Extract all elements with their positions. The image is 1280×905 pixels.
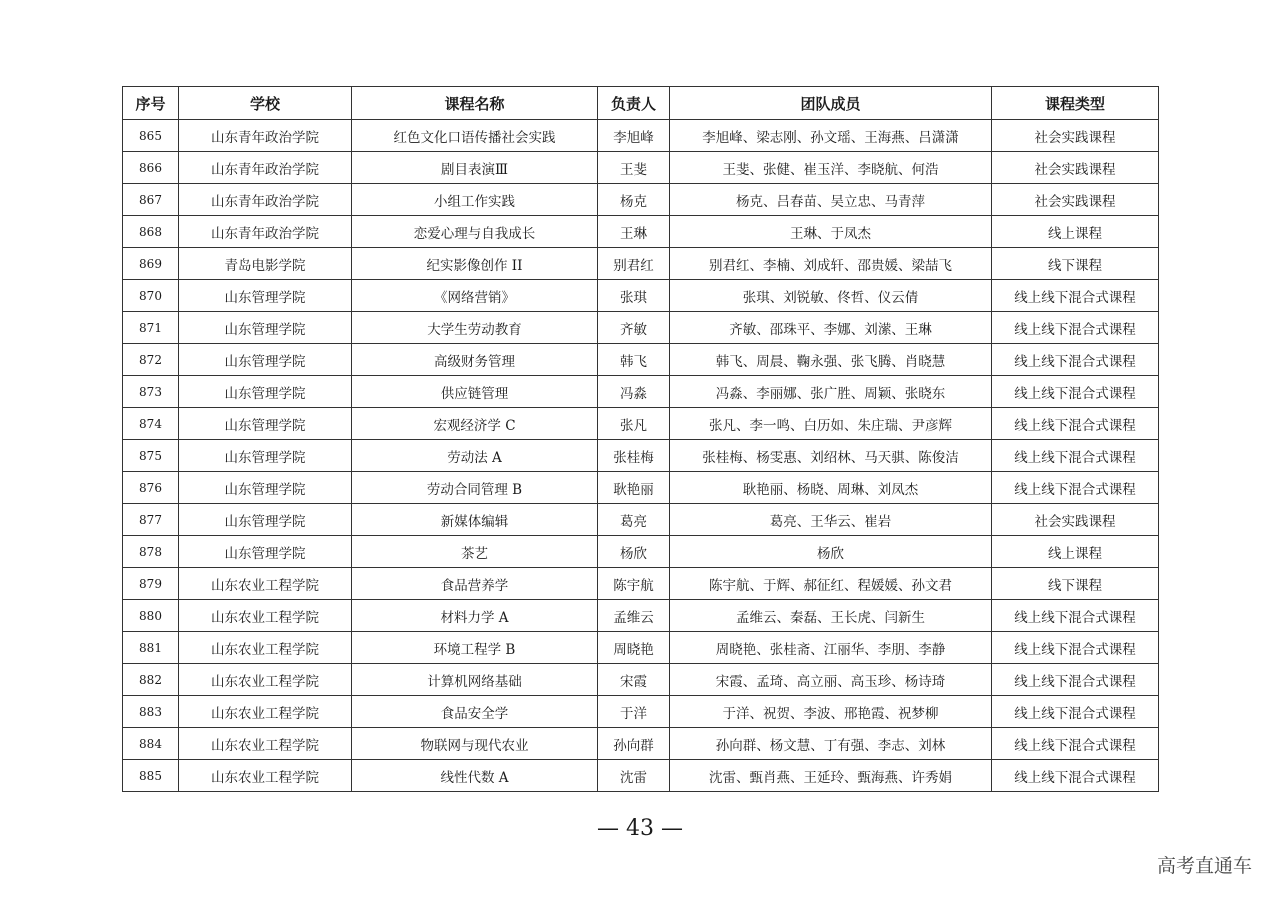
table-row xyxy=(123,120,1159,152)
cell-school: 青岛电影学院 xyxy=(179,248,352,280)
cell-serial-number: 867 xyxy=(123,184,179,216)
cell-course-name: 计算机网络基础 xyxy=(352,664,598,696)
cell-course-name: 物联网与现代农业 xyxy=(352,728,598,760)
cell-lead-person: 杨欣 xyxy=(598,536,670,568)
cell-course-name: 新媒体编辑 xyxy=(352,504,598,536)
cell-lead-person: 王斐 xyxy=(598,152,670,184)
table-row xyxy=(123,408,1159,440)
cell-school: 山东农业工程学院 xyxy=(179,632,352,664)
cell-team-members: 冯淼、李丽娜、张广胜、周颖、张晓东 xyxy=(670,376,992,408)
cell-team-members: 韩飞、周晨、鞠永强、张飞腾、肖晓慧 xyxy=(670,344,992,376)
cell-serial-number: 870 xyxy=(123,280,179,312)
cell-school: 山东管理学院 xyxy=(179,344,352,376)
cell-school: 山东管理学院 xyxy=(179,376,352,408)
cell-course-name: 《网络营销》 xyxy=(352,280,598,312)
cell-course-type: 线上线下混合式课程 xyxy=(992,440,1159,472)
table-row xyxy=(123,504,1159,536)
cell-school: 山东农业工程学院 xyxy=(179,760,352,792)
cell-course-type: 线上线下混合式课程 xyxy=(992,280,1159,312)
cell-team-members: 于洋、祝贺、李波、邢艳霞、祝梦柳 xyxy=(670,696,992,728)
cell-lead-person: 齐敏 xyxy=(598,312,670,344)
cell-course-name: 恋爱心理与自我成长 xyxy=(352,216,598,248)
cell-team-members: 沈雷、甄肖燕、王延玲、甄海燕、许秀娟 xyxy=(670,760,992,792)
cell-course-type: 线上线下混合式课程 xyxy=(992,600,1159,632)
cell-team-members: 周晓艳、张桂斋、江丽华、李朋、李静 xyxy=(670,632,992,664)
cell-course-name: 食品营养学 xyxy=(352,568,598,600)
cell-course-name: 宏观经济学 C xyxy=(352,408,598,440)
table-header xyxy=(123,87,1159,120)
header-row xyxy=(123,87,1159,120)
cell-course-name: 供应链管理 xyxy=(352,376,598,408)
cell-serial-number: 865 xyxy=(123,120,179,152)
cell-school: 山东管理学院 xyxy=(179,408,352,440)
cell-school: 山东农业工程学院 xyxy=(179,600,352,632)
cell-serial-number: 876 xyxy=(123,472,179,504)
cell-lead-person: 韩飞 xyxy=(598,344,670,376)
cell-course-name: 劳动法 A xyxy=(352,440,598,472)
cell-lead-person: 王琳 xyxy=(598,216,670,248)
cell-course-type: 线下课程 xyxy=(992,568,1159,600)
course-list-table xyxy=(122,86,1159,792)
cell-school: 山东管理学院 xyxy=(179,280,352,312)
table-row xyxy=(123,632,1159,664)
cell-school: 山东青年政治学院 xyxy=(179,184,352,216)
cell-serial-number: 884 xyxy=(123,728,179,760)
cell-course-type: 线上课程 xyxy=(992,216,1159,248)
header-team-members: 团队成员 xyxy=(670,87,992,120)
table-row xyxy=(123,696,1159,728)
course-list-table-wrapper xyxy=(122,86,1158,792)
header-lead-person: 负责人 xyxy=(598,87,670,120)
header-school: 学校 xyxy=(179,87,352,120)
cell-course-type: 线上线下混合式课程 xyxy=(992,664,1159,696)
table-row xyxy=(123,312,1159,344)
watermark-text: 高考直通车 xyxy=(1156,855,1252,877)
cell-course-type: 线上线下混合式课程 xyxy=(992,760,1159,792)
cell-school: 山东管理学院 xyxy=(179,312,352,344)
cell-lead-person: 耿艳丽 xyxy=(598,472,670,504)
cell-course-type: 线上线下混合式课程 xyxy=(992,696,1159,728)
cell-course-type: 线上课程 xyxy=(992,536,1159,568)
cell-team-members: 张凡、李一鸣、白历如、朱庄瑞、尹彦辉 xyxy=(670,408,992,440)
cell-school: 山东农业工程学院 xyxy=(179,664,352,696)
table-row xyxy=(123,280,1159,312)
cell-course-type: 社会实践课程 xyxy=(992,120,1159,152)
cell-school: 山东管理学院 xyxy=(179,440,352,472)
cell-team-members: 杨克、吕春苗、吴立忠、马青萍 xyxy=(670,184,992,216)
cell-team-members: 陈宇航、于辉、郝征红、程媛媛、孙文君 xyxy=(670,568,992,600)
cell-serial-number: 872 xyxy=(123,344,179,376)
cell-lead-person: 杨克 xyxy=(598,184,670,216)
cell-serial-number: 868 xyxy=(123,216,179,248)
cell-serial-number: 880 xyxy=(123,600,179,632)
table-body xyxy=(123,120,1159,792)
cell-course-name: 茶艺 xyxy=(352,536,598,568)
cell-course-type: 线上线下混合式课程 xyxy=(992,632,1159,664)
cell-course-type: 社会实践课程 xyxy=(992,152,1159,184)
cell-lead-person: 冯淼 xyxy=(598,376,670,408)
header-serial-number: 序号 xyxy=(123,87,179,120)
cell-course-type: 线上线下混合式课程 xyxy=(992,472,1159,504)
cell-course-type: 线上线下混合式课程 xyxy=(992,728,1159,760)
cell-course-name: 环境工程学 B xyxy=(352,632,598,664)
table-row xyxy=(123,568,1159,600)
cell-course-name: 小组工作实践 xyxy=(352,184,598,216)
cell-serial-number: 885 xyxy=(123,760,179,792)
cell-team-members: 王斐、张健、崔玉洋、李晓航、何浩 xyxy=(670,152,992,184)
cell-school: 山东管理学院 xyxy=(179,504,352,536)
cell-team-members: 宋霞、孟琦、高立丽、高玉珍、杨诗琦 xyxy=(670,664,992,696)
cell-course-name: 劳动合同管理 B xyxy=(352,472,598,504)
cell-team-members: 别君红、李楠、刘成轩、邵贵媛、梁喆飞 xyxy=(670,248,992,280)
cell-team-members: 杨欣 xyxy=(670,536,992,568)
cell-lead-person: 周晓艳 xyxy=(598,632,670,664)
cell-course-name: 红色文化口语传播社会实践 xyxy=(352,120,598,152)
table-row xyxy=(123,184,1159,216)
cell-lead-person: 张桂梅 xyxy=(598,440,670,472)
table-row xyxy=(123,216,1159,248)
cell-school: 山东农业工程学院 xyxy=(179,728,352,760)
cell-lead-person: 宋霞 xyxy=(598,664,670,696)
table-row xyxy=(123,440,1159,472)
cell-serial-number: 878 xyxy=(123,536,179,568)
cell-school: 山东管理学院 xyxy=(179,536,352,568)
cell-serial-number: 874 xyxy=(123,408,179,440)
cell-lead-person: 别君红 xyxy=(598,248,670,280)
cell-serial-number: 882 xyxy=(123,664,179,696)
table-row xyxy=(123,536,1159,568)
cell-lead-person: 李旭峰 xyxy=(598,120,670,152)
cell-course-name: 食品安全学 xyxy=(352,696,598,728)
cell-course-type: 线上线下混合式课程 xyxy=(992,344,1159,376)
cell-course-type: 社会实践课程 xyxy=(992,504,1159,536)
cell-lead-person: 陈宇航 xyxy=(598,568,670,600)
table-row xyxy=(123,248,1159,280)
cell-team-members: 孙向群、杨文慧、丁有强、李志、刘林 xyxy=(670,728,992,760)
cell-course-type: 社会实践课程 xyxy=(992,184,1159,216)
cell-team-members: 耿艳丽、杨晓、周琳、刘凤杰 xyxy=(670,472,992,504)
cell-lead-person: 孙向群 xyxy=(598,728,670,760)
header-course-type: 课程类型 xyxy=(992,87,1159,120)
cell-team-members: 王琳、于凤杰 xyxy=(670,216,992,248)
cell-course-name: 大学生劳动教育 xyxy=(352,312,598,344)
cell-course-name: 材料力学 A xyxy=(352,600,598,632)
cell-school: 山东青年政治学院 xyxy=(179,152,352,184)
table-row xyxy=(123,152,1159,184)
cell-lead-person: 葛亮 xyxy=(598,504,670,536)
header-course-name: 课程名称 xyxy=(352,87,598,120)
cell-lead-person: 张凡 xyxy=(598,408,670,440)
table-row xyxy=(123,728,1159,760)
cell-lead-person: 沈雷 xyxy=(598,760,670,792)
cell-lead-person: 张琪 xyxy=(598,280,670,312)
cell-course-name: 纪实影像创作 II xyxy=(352,248,598,280)
cell-course-name: 线性代数 A xyxy=(352,760,598,792)
table-row xyxy=(123,472,1159,504)
cell-serial-number: 883 xyxy=(123,696,179,728)
cell-serial-number: 871 xyxy=(123,312,179,344)
cell-serial-number: 881 xyxy=(123,632,179,664)
cell-serial-number: 879 xyxy=(123,568,179,600)
cell-lead-person: 于洋 xyxy=(598,696,670,728)
cell-team-members: 李旭峰、梁志刚、孙文瑶、王海燕、吕潇潇 xyxy=(670,120,992,152)
cell-school: 山东青年政治学院 xyxy=(179,120,352,152)
cell-serial-number: 866 xyxy=(123,152,179,184)
page-number: — 43 — xyxy=(597,816,683,841)
cell-team-members: 张琪、刘锐敏、佟哲、仪云倩 xyxy=(670,280,992,312)
cell-team-members: 张桂梅、杨雯惠、刘绍林、马天骐、陈俊洁 xyxy=(670,440,992,472)
cell-school: 山东农业工程学院 xyxy=(179,568,352,600)
cell-team-members: 葛亮、王华云、崔岩 xyxy=(670,504,992,536)
cell-course-name: 剧目表演Ⅲ xyxy=(352,152,598,184)
cell-school: 山东农业工程学院 xyxy=(179,696,352,728)
table-row xyxy=(123,760,1159,792)
cell-school: 山东管理学院 xyxy=(179,472,352,504)
cell-course-type: 线下课程 xyxy=(992,248,1159,280)
cell-course-type: 线上线下混合式课程 xyxy=(992,312,1159,344)
cell-serial-number: 877 xyxy=(123,504,179,536)
cell-course-type: 线上线下混合式课程 xyxy=(992,376,1159,408)
cell-team-members: 齐敏、邵珠平、李娜、刘潆、王琳 xyxy=(670,312,992,344)
table-row xyxy=(123,344,1159,376)
table-row xyxy=(123,664,1159,696)
cell-team-members: 孟维云、秦磊、王长虎、闫新生 xyxy=(670,600,992,632)
table-row xyxy=(123,376,1159,408)
cell-serial-number: 873 xyxy=(123,376,179,408)
cell-course-name: 高级财务管理 xyxy=(352,344,598,376)
cell-course-type: 线上线下混合式课程 xyxy=(992,408,1159,440)
cell-serial-number: 869 xyxy=(123,248,179,280)
cell-lead-person: 孟维云 xyxy=(598,600,670,632)
cell-school: 山东青年政治学院 xyxy=(179,216,352,248)
table-row xyxy=(123,600,1159,632)
cell-serial-number: 875 xyxy=(123,440,179,472)
